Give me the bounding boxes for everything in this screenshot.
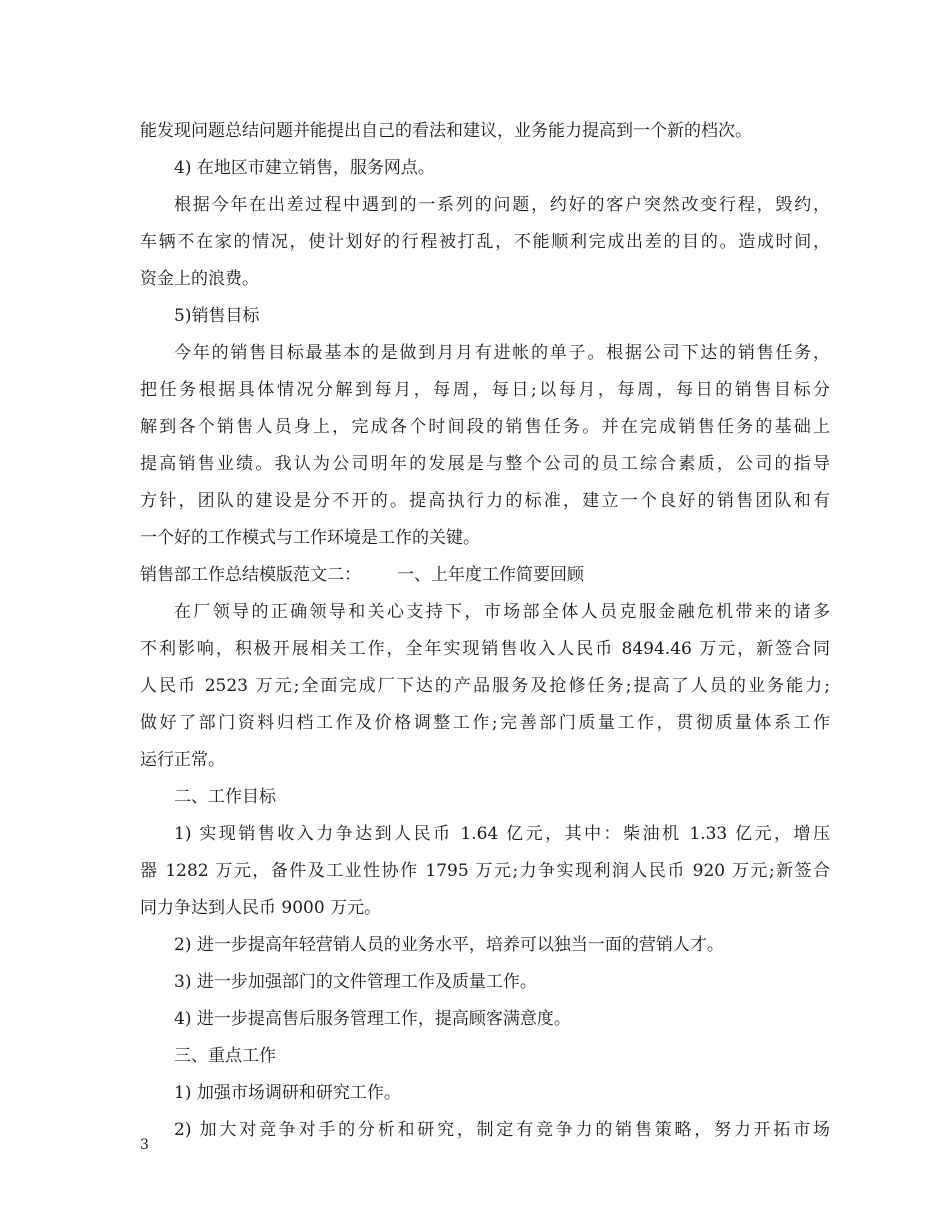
- text-line: 1) 实现销售收入力争达到人民币 1.64 亿元，其中：柴油机 1.33 亿元，增压: [174, 824, 830, 844]
- text-line: 5)销售目标: [174, 306, 260, 326]
- text-line: 人民币 2523 万元;全面完成厂下达的产品服务及抢修任务;提高了人员的业务能力;: [140, 676, 830, 696]
- text-line: 不利影响，积极开展相关工作，全年实现销售收入人民币 8494.46 万元，新签合同: [140, 639, 830, 659]
- text-line: 3) 进一步加强部门的文件管理工作及质量工作。: [174, 972, 537, 992]
- text-line: 把任务根据具体情况分解到每月，每周，每日;以每月，每周，每日的销售目标分: [140, 380, 830, 400]
- text-line: 同力争达到人民币 9000 万元。: [140, 898, 382, 918]
- text-line: 提高销售业绩。我认为公司明年的发展是与整个公司的员工综合素质，公司的指导: [140, 454, 830, 474]
- text-line: 能发现问题总结问题并能提出自己的看法和建议，业务能力提高到一个新的档次。: [140, 121, 752, 141]
- text-line: 1) 加强市场调研和研究工作。: [174, 1083, 401, 1103]
- text-line: 解到各个销售人员身上，完成各个时间段的销售任务。并在完成销售任务的基础上: [140, 417, 830, 437]
- text-line: 三、重点工作: [174, 1046, 276, 1066]
- text-line: 根据今年在出差过程中遇到的一系列的问题，约好的客户突然改变行程，毁约，: [174, 195, 830, 215]
- section-subtitle: 一、上年度工作简要回顾: [397, 565, 584, 585]
- text-line: 二、工作目标: [174, 787, 276, 807]
- text-line: 今年的销售目标最基本的是做到月月有进帐的单子。根据公司下达的销售任务，: [174, 343, 830, 363]
- text-line: 4) 进一步提高售后服务管理工作，提高顾客满意度。: [174, 1009, 571, 1029]
- text-line: 运行正常。: [140, 750, 225, 770]
- text-line: 方针，团队的建设是分不开的。提高执行力的标准，建立一个良好的销售团队和有: [140, 491, 830, 511]
- text-line: 一个好的工作模式与工作环境是工作的关键。: [140, 528, 480, 548]
- text-line: 在厂领导的正确领导和关心支持下，市场部全体人员克服金融危机带来的诸多: [174, 602, 830, 622]
- text-line: 资金上的浪费。: [140, 269, 259, 289]
- text-line: 4) 在地区市建立销售，服务网点。: [174, 158, 435, 178]
- section-title: 销售部工作总结模版范文二：: [140, 565, 361, 585]
- text-line: 做好了部门资料归档工作及价格调整工作;完善部门质量工作，贯彻质量体系工作: [140, 713, 830, 733]
- section-heading-line: [140, 557, 830, 594]
- text-line: 2) 加大对竞争对手的分析和研究，制定有竞争力的销售策略，努力开拓市场: [174, 1120, 830, 1140]
- text-line: 车辆不在家的情况，使计划好的行程被打乱，不能顺利完成出差的目的。造成时间，: [140, 232, 830, 252]
- text-line: 器 1282 万元，备件及工业性协作 1795 万元;力争实现利润人民币 920 万元;新签合: [140, 861, 830, 881]
- document-body: [140, 113, 830, 1149]
- text-line: 2) 进一步提高年轻营销人员的业务水平，培养可以独当一面的营销人才。: [174, 935, 724, 955]
- paragraph-block-1: [140, 113, 830, 557]
- page-number: 3: [140, 1137, 149, 1153]
- paragraph-block-2: [140, 594, 830, 1149]
